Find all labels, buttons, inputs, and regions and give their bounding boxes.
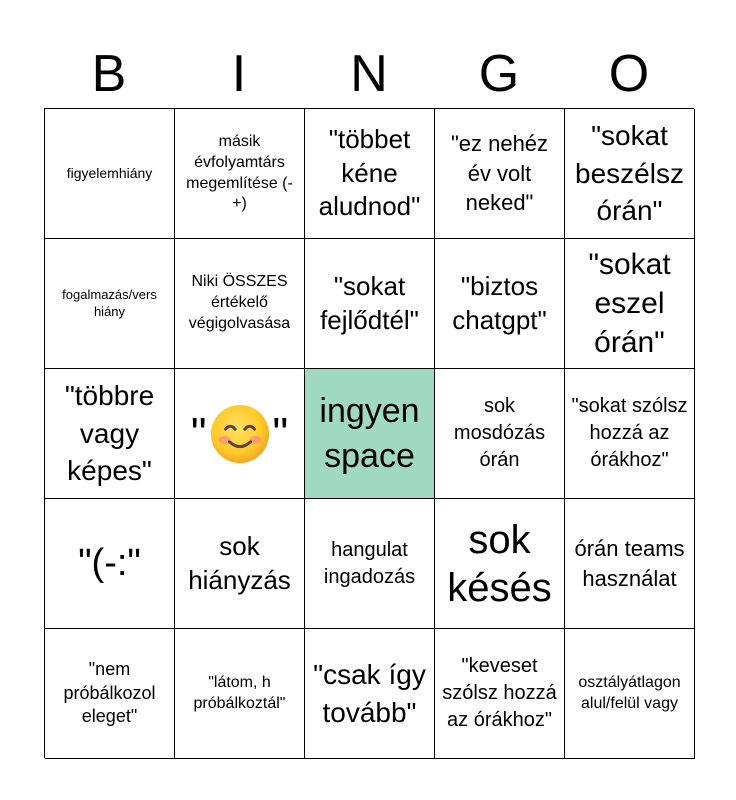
- cell-text: Niki ÖSSZES értékelő végigolvasása: [188, 273, 291, 332]
- bingo-cell-r1c4[interactable]: [565, 239, 695, 369]
- cell-text: fogalmazás/vers hiány: [62, 286, 157, 319]
- bingo-cell-r3c3[interactable]: [435, 499, 565, 629]
- bingo-cell-r0c0[interactable]: [45, 109, 175, 239]
- smiling-face-icon: [209, 403, 271, 465]
- bingo-cell-r4c3[interactable]: [435, 629, 565, 759]
- cell-text: "(-:": [78, 541, 141, 584]
- cell-text: osztályátlagon alul/felül vagy: [578, 673, 681, 712]
- cell-text: órán teams használat: [574, 535, 685, 591]
- header-letter-i: I: [231, 45, 247, 103]
- bingo-cell-r0c4[interactable]: [565, 109, 695, 239]
- cell-text: "csak így tovább": [313, 658, 426, 728]
- header-letter-b: B: [91, 45, 127, 103]
- bingo-cell-r0c1[interactable]: [175, 109, 305, 239]
- cell-text: "sokat szólsz hozzá az órákhoz": [571, 395, 688, 471]
- bingo-cell-r3c2[interactable]: [305, 499, 435, 629]
- bingo-cell-r2c3[interactable]: [435, 369, 565, 499]
- cell-text: "nem próbálkozol eleget": [63, 659, 156, 727]
- cell-text: "biztos chatgpt": [452, 270, 547, 335]
- bingo-cell-r0c3[interactable]: [435, 109, 565, 239]
- cell-text: sok késés: [447, 517, 552, 610]
- bingo-cell-r4c2[interactable]: [305, 629, 435, 759]
- bingo-cell-r3c1[interactable]: [175, 499, 305, 629]
- bingo-cell-r1c1[interactable]: [175, 239, 305, 369]
- bingo-cell-r4c4[interactable]: [565, 629, 695, 759]
- cell-text: "keveset szólsz hozzá az órákhoz": [442, 655, 557, 731]
- smiley-quote: [191, 403, 288, 465]
- bingo-cell-r3c0[interactable]: [45, 499, 175, 629]
- bingo-cell-r2c4[interactable]: [565, 369, 695, 499]
- bingo-cell-r2c1[interactable]: [175, 369, 305, 499]
- cell-text: figyelemhiány: [66, 165, 153, 182]
- bingo-cell-r1c0[interactable]: [45, 239, 175, 369]
- cell-text: "sokat eszel órán": [588, 248, 671, 359]
- bingo-cell-r4c0[interactable]: [45, 629, 175, 759]
- bingo-cell-r3c4[interactable]: [565, 499, 695, 629]
- bingo-cell-r2c0[interactable]: [45, 369, 175, 499]
- bingo-cell-r4c1[interactable]: [175, 629, 305, 759]
- cell-text: "sokat beszélsz órán": [575, 119, 684, 227]
- cell-text: "többre vagy képes": [64, 379, 155, 487]
- header-letter-n: N: [350, 45, 388, 103]
- quote-right: ": [272, 408, 289, 458]
- bingo-board: [44, 108, 694, 758]
- quote-left: ": [190, 408, 207, 458]
- header-letter-o: O: [608, 45, 650, 103]
- cell-text: másik évfolyamtárs megemlítése (-+): [186, 132, 293, 213]
- cell-text: ingyen space: [319, 392, 420, 475]
- cell-text: "többet kéne aludnod": [318, 123, 421, 222]
- cell-text: hangulat ingadozás: [323, 538, 416, 588]
- bingo-header: [44, 40, 694, 108]
- cell-text: "látom, h próbálkoztál": [193, 673, 286, 712]
- bingo-cell-r1c2[interactable]: [305, 239, 435, 369]
- cell-text: sok mosdózás órán: [453, 395, 546, 471]
- bingo-cell-r1c3[interactable]: [435, 239, 565, 369]
- header-letter-g: G: [478, 45, 520, 103]
- cell-text: "ez nehéz év volt neked": [450, 130, 549, 216]
- cell-text: "sokat fejlődtél": [320, 270, 419, 335]
- bingo-cell-r0c2[interactable]: [305, 109, 435, 239]
- bingo-cell-free-space[interactable]: [305, 369, 435, 499]
- cell-text: sok hiányzás: [188, 530, 291, 595]
